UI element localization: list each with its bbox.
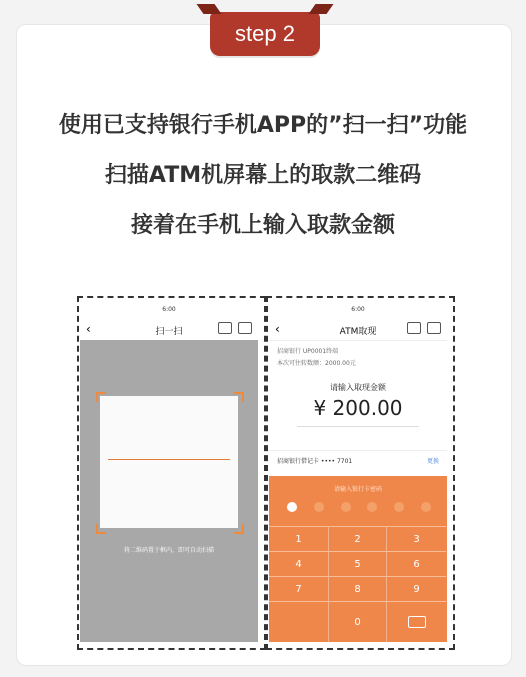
amount-underline xyxy=(297,426,419,427)
scan-area xyxy=(80,340,258,642)
key-8[interactable]: 8 xyxy=(328,576,387,601)
menu-icon[interactable] xyxy=(238,322,252,334)
scan-frame xyxy=(100,396,238,528)
amount-label: 请输入取现金额 xyxy=(330,383,386,392)
step-badge: step 2 xyxy=(210,12,320,56)
pin-keypad xyxy=(269,476,447,642)
nav-title: 扫一扫 xyxy=(155,327,183,337)
amount-input[interactable]: ¥ 200.00 xyxy=(313,396,403,420)
scan-tip: 将二维码置于框内，即可自动扫描 xyxy=(123,547,214,554)
pin-dot xyxy=(341,502,351,512)
delete-key[interactable] xyxy=(387,601,446,642)
pin-dot xyxy=(367,502,377,512)
pin-dots xyxy=(287,502,431,514)
key-empty xyxy=(269,601,328,642)
key-0[interactable]: 0 xyxy=(328,601,387,642)
nav-title: ATM取现 xyxy=(339,327,377,337)
key-1[interactable]: 1 xyxy=(269,526,328,551)
limit-info: 本次可往转数额：2000.00元 xyxy=(277,360,356,367)
pin-dot xyxy=(287,502,297,512)
qr-icon[interactable] xyxy=(218,322,232,334)
nav-bar xyxy=(269,318,447,341)
card-label: 招商银行借记卡 •••• 7701 xyxy=(277,458,353,465)
corner-icon xyxy=(96,524,106,534)
corner-icon xyxy=(96,392,106,402)
key-3[interactable]: 3 xyxy=(387,526,446,551)
scan-line xyxy=(108,459,230,460)
menu-icon[interactable] xyxy=(427,322,441,334)
key-6[interactable]: 6 xyxy=(387,551,446,576)
status-bar: 6:00 xyxy=(162,306,176,313)
pin-dot xyxy=(314,502,324,512)
instruction-line-3: 接着在手机上输入取款金额 xyxy=(130,213,395,238)
status-bar: 6:00 xyxy=(351,306,365,313)
corner-icon xyxy=(234,392,244,402)
nav-icons xyxy=(401,322,441,337)
key-5[interactable]: 5 xyxy=(328,551,387,576)
nav-icons xyxy=(212,322,252,337)
pin-label: 请输入银行卡密码 xyxy=(333,486,382,493)
change-card-link[interactable]: 更换 xyxy=(426,458,439,465)
backspace-icon xyxy=(408,616,426,628)
back-icon[interactable]: ‹ xyxy=(275,322,280,336)
instruction-line-1: 使用已支持银行手机APP的”扫一扫”功能 xyxy=(58,113,468,138)
key-7[interactable]: 7 xyxy=(269,576,328,601)
card-row xyxy=(269,450,447,467)
key-9[interactable]: 9 xyxy=(387,576,446,601)
nav-bar xyxy=(80,318,258,341)
scan-screen xyxy=(80,306,258,642)
pin-dot xyxy=(421,502,431,512)
back-icon[interactable]: ‹ xyxy=(86,322,91,336)
instruction-line-2: 扫描ATM机屏幕上的取款二维码 xyxy=(104,163,422,188)
keypad-grid xyxy=(269,526,447,642)
key-2[interactable]: 2 xyxy=(328,526,387,551)
qr-icon[interactable] xyxy=(407,322,421,334)
corner-icon xyxy=(234,524,244,534)
terminal-info: 招商银行 UP0001终端 xyxy=(277,348,339,355)
pin-dot xyxy=(394,502,404,512)
atm-withdraw-screen xyxy=(269,306,447,642)
key-4[interactable]: 4 xyxy=(269,551,328,576)
